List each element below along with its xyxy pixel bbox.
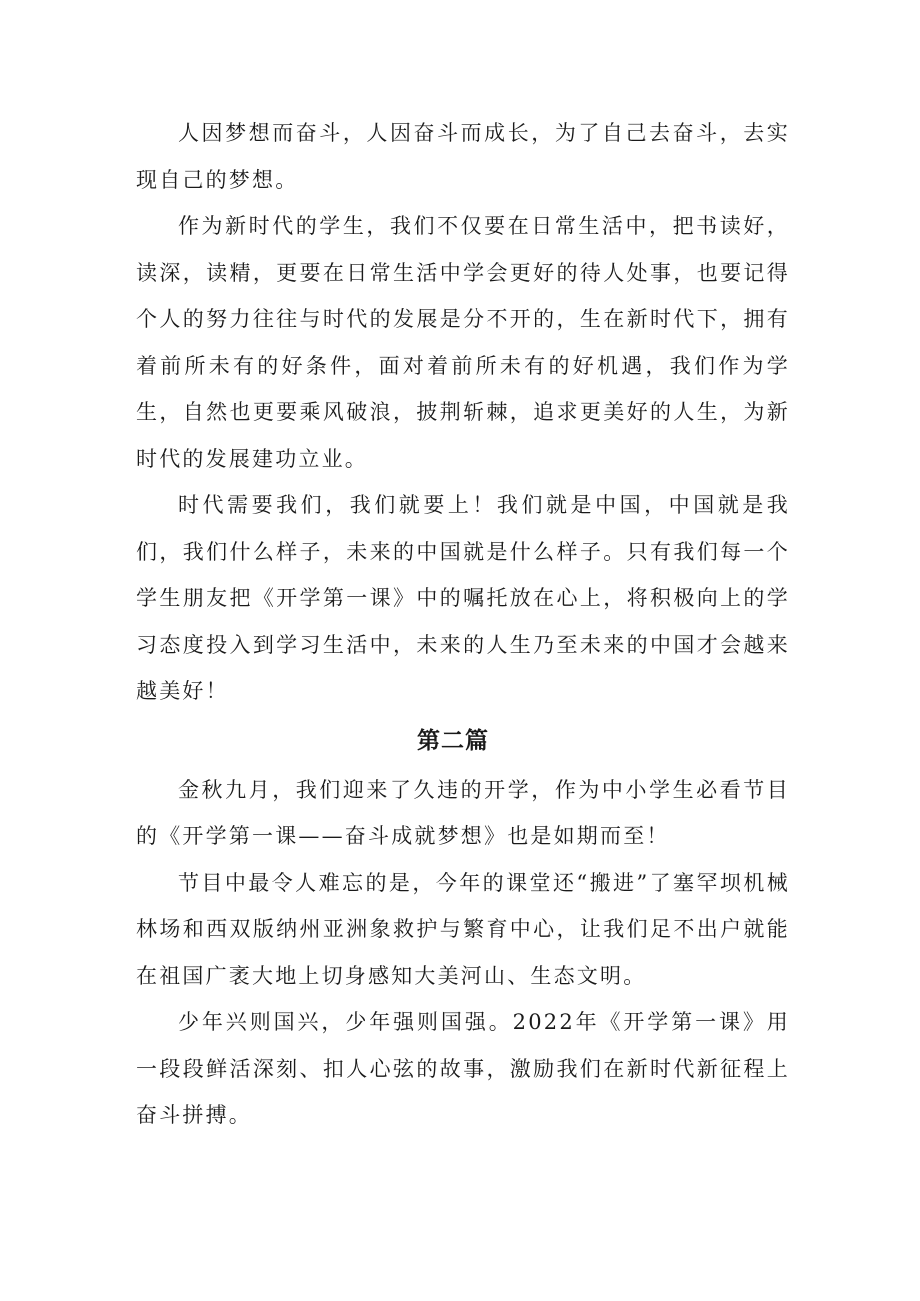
paragraph: 金秋九月，我们迎来了久违的开学，作为中小学生必看节目的《开学第一课——奋斗成就梦想》也是如期而至！ [136,777,790,848]
section-heading: 第二篇 [417,726,489,754]
document-page [136,110,790,1139]
paragraph: 人因梦想而奋斗，人因奋斗而成长，为了自己去奋斗，去实现自己的梦想。 [136,121,790,192]
paragraph: 节目中最令人难忘的是，今年的课堂还“搬进”了塞罕坝机械林场和西双版纳州亚洲象救护与繁育中心，让我们足不出户就能在祖国广袤大地上切身感知大美河山、生态文明。 [136,870,790,988]
paragraph: 少年兴则国兴，少年强则国强。2022年《开学第一课》用一段段鲜活深刻、扣人心弦的故事，激励我们在新时代新征程上奋斗拼搏。 [136,1010,790,1127]
paragraph: 作为新时代的学生，我们不仅要在日常生活中，把书读好，读深，读精，更要在日常生活中学会更好的待人处事，也要记得个人的努力往往与时代的发展是分不开的，生在新时代下，拥有着前所未有的好条件，面对着前所未有的好机遇，我们作为学生，自然也更要乘风破浪，披荆斩棘，追求更美好的人生，为新时代的发展建功立业。 [136,214,790,471]
paragraph: 时代需要我们，我们就要上！我们就是中国，中国就是我们，我们什么样子，未来的中国就是什么样子。只有我们每一个学生朋友把《开学第一课》中的嘱托放在心上，将积极向上的学习态度投入到学习生活中，未来的人生乃至未来的中国才会越来越美好！ [136,493,790,703]
